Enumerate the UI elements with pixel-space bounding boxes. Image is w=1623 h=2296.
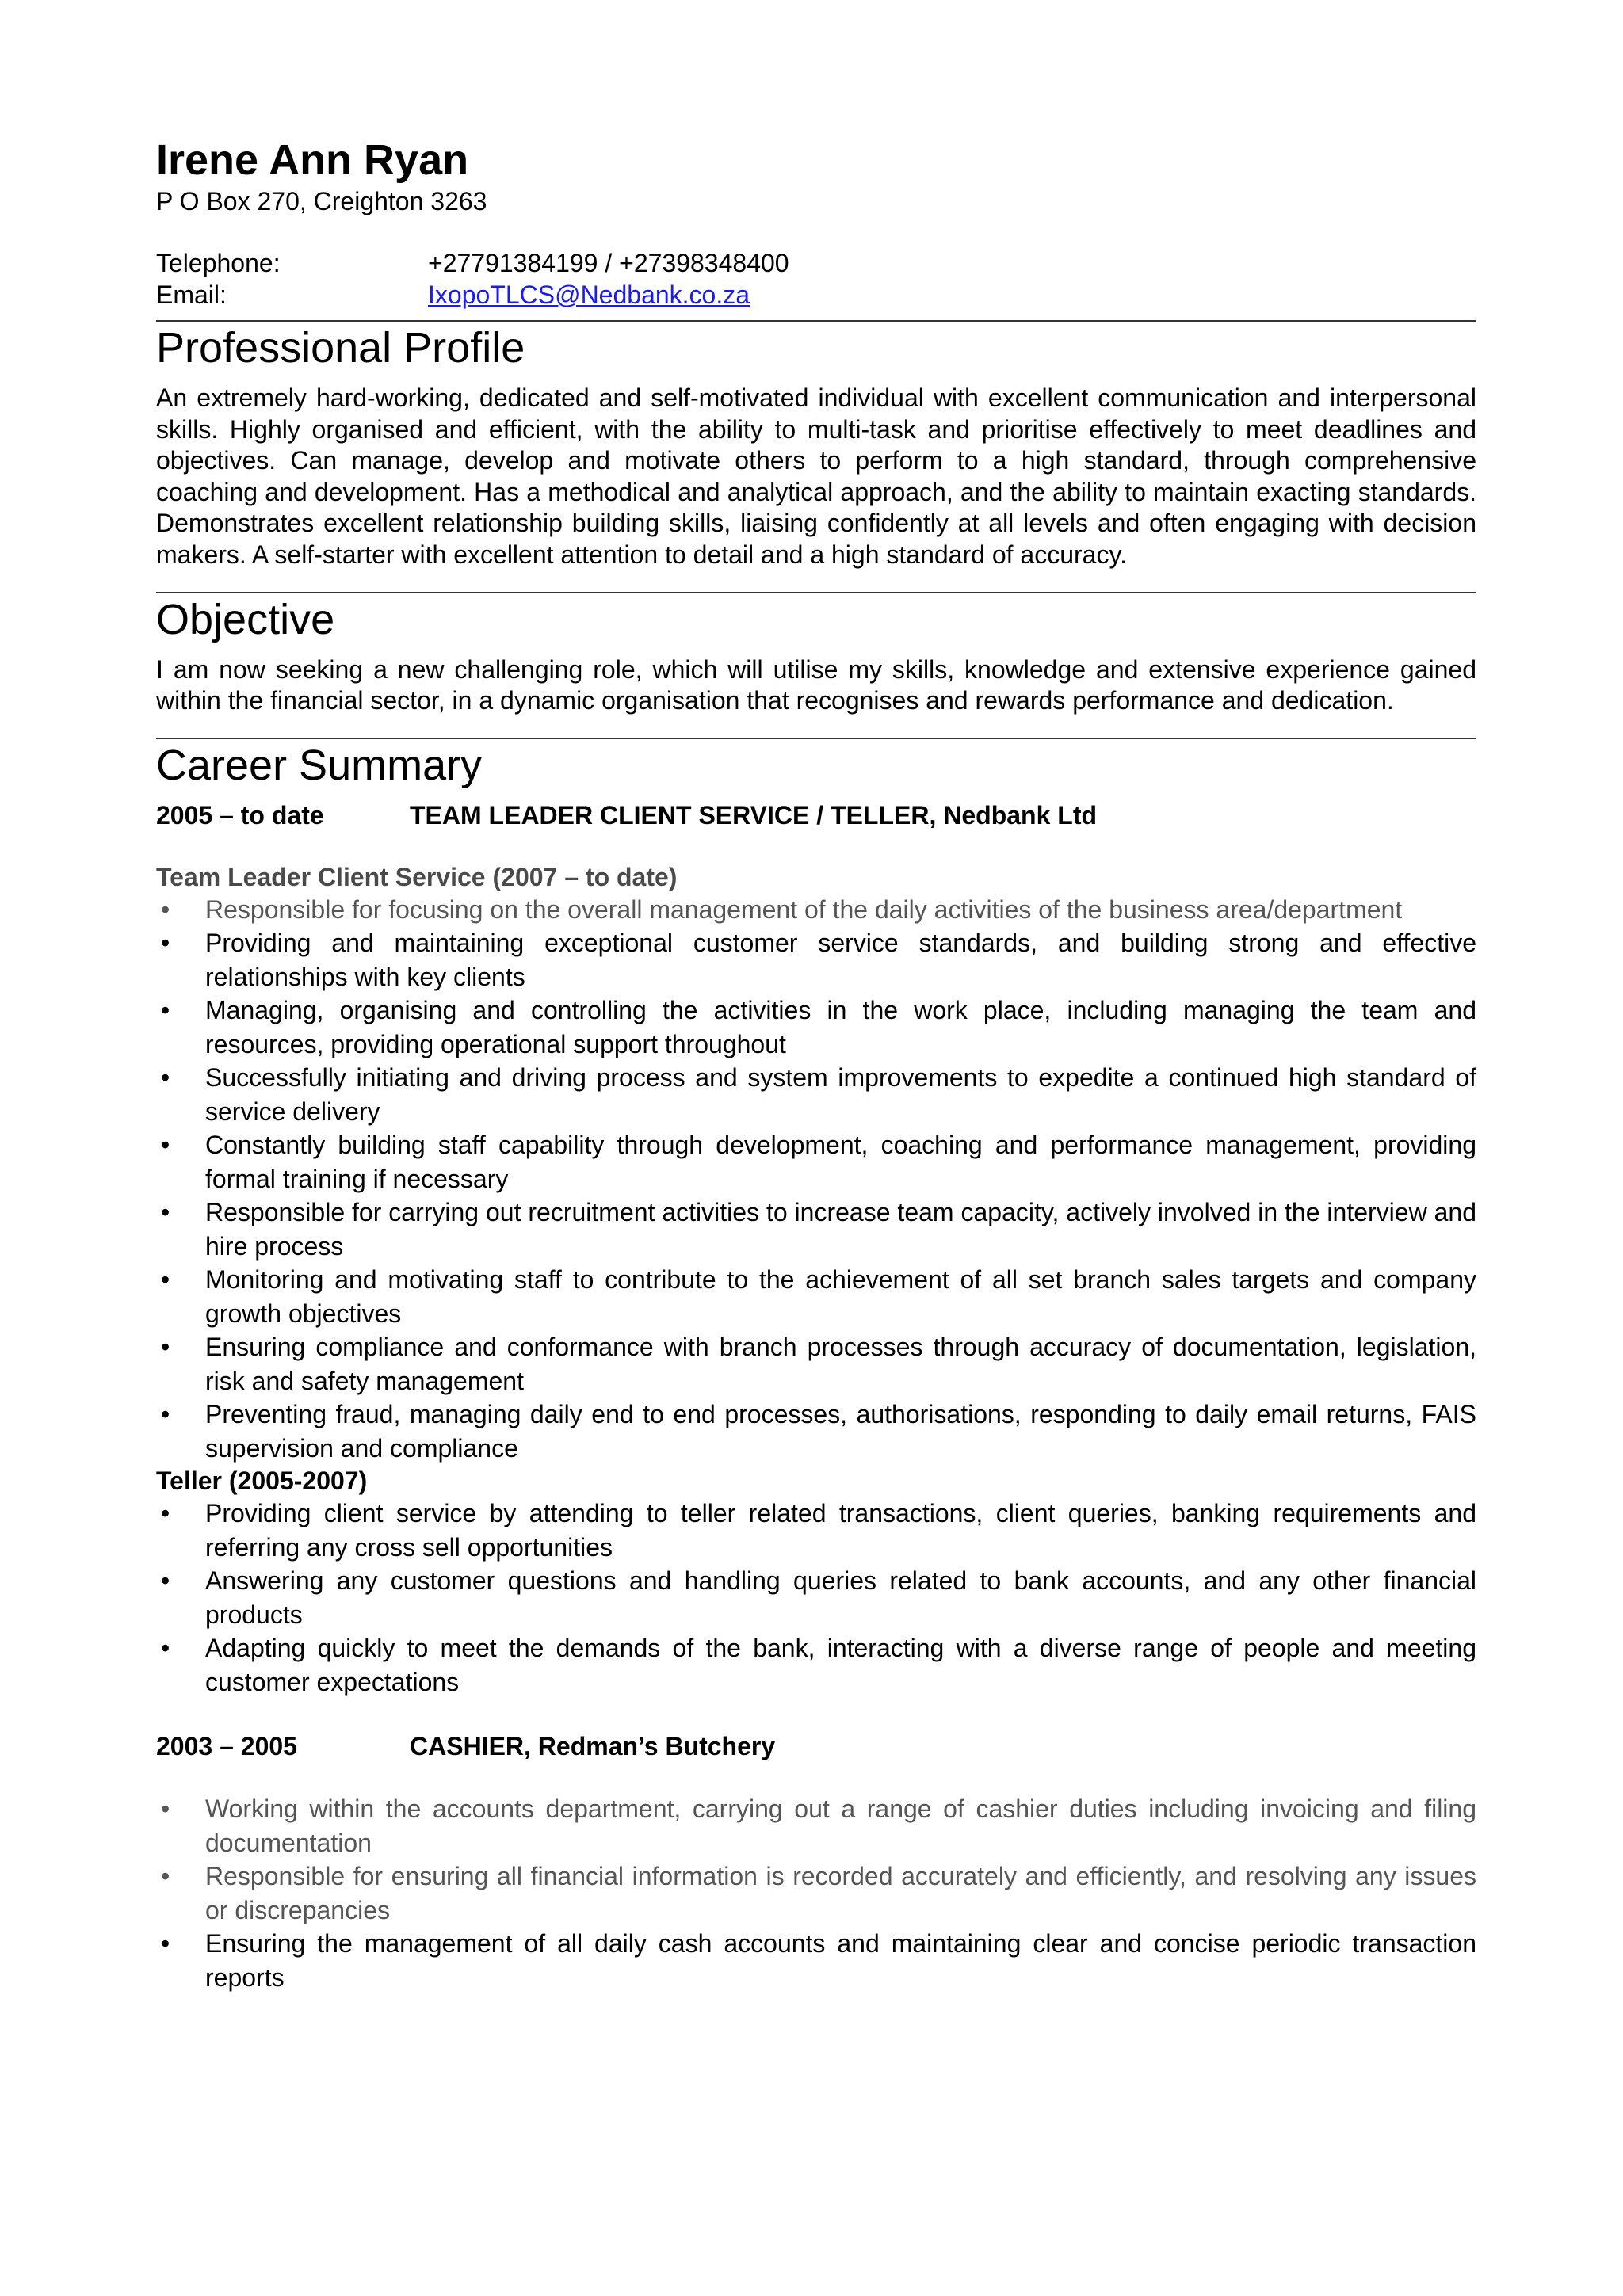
bullet-icon: • xyxy=(161,1499,170,1528)
team-leader-duties xyxy=(156,893,1476,1466)
list-item-text: Monitoring and motivating staff to contribute to the achievement of all set branch sales targets and company growth objectives xyxy=(205,1265,1476,1328)
bullet-icon: • xyxy=(161,929,170,958)
list-item xyxy=(156,1398,1476,1465)
list-item-text: Responsible for carrying out recruitment activities to increase team capacity, actively involved in the interview and hire process xyxy=(205,1198,1476,1261)
bullet-icon: • xyxy=(161,1634,170,1663)
career-heading: Career Summary xyxy=(156,741,483,789)
bullet-icon: • xyxy=(161,1929,170,1958)
list-item-text: Answering any customer questions and handling queries related to bank accounts, and any other financial products xyxy=(205,1566,1476,1629)
telephone-value: +27791384199 / +27398348400 xyxy=(428,249,789,277)
teller-duties xyxy=(156,1497,1476,1699)
objective-heading: Objective xyxy=(156,595,335,643)
list-item-text: Preventing fraud, managing daily end to end processes, authorisations, responding to daily email returns, FAIS supervision and compliance xyxy=(205,1400,1476,1463)
job-title: CASHIER, Redman’s Butchery xyxy=(410,1732,776,1761)
bullet-icon: • xyxy=(161,894,170,924)
bullet-icon: • xyxy=(161,1862,170,1891)
email-row xyxy=(156,279,1476,311)
list-item xyxy=(156,926,1476,994)
list-item xyxy=(156,1497,1476,1564)
job-dates: 2003 – 2005 xyxy=(156,1732,297,1761)
job-heading-redmans xyxy=(156,1730,1476,1762)
list-item-text: Working within the accounts department, carrying out a range of cashier duties including invoicing and filing documentation xyxy=(205,1794,1476,1857)
list-item-text: Successfully initiating and driving process and system improvements to expedite a continued high standard of service delivery xyxy=(205,1063,1476,1126)
email-link[interactable]: IxopoTLCS@Nedbank.co.za xyxy=(428,280,750,309)
list-item xyxy=(156,1128,1476,1196)
list-item xyxy=(156,1196,1476,1263)
cashier-duties xyxy=(156,1792,1476,1994)
list-item xyxy=(156,1859,1476,1927)
list-item-text: Managing, organising and controlling the activities in the work place, including managing the team and resources, providing operational support throughout xyxy=(205,996,1476,1058)
list-item xyxy=(156,1330,1476,1398)
candidate-name: Irene Ann Ryan xyxy=(156,136,469,184)
sub-role-heading: Teller (2005-2007) xyxy=(156,1466,368,1496)
email-label: Email: xyxy=(156,280,227,309)
postal-address: P O Box 270, Creighton 3263 xyxy=(156,187,487,215)
job-heading-nedbank xyxy=(156,799,1476,831)
list-item xyxy=(156,1263,1476,1330)
list-item xyxy=(156,994,1476,1061)
list-item-text: Ensuring the management of all daily cash accounts and maintaining clear and concise periodic transaction reports xyxy=(205,1929,1476,1992)
sub-role-heading: Team Leader Client Service (2007 – to date) xyxy=(156,862,678,891)
contact-details xyxy=(156,247,1476,311)
list-item-text: Ensuring compliance and conformance with branch processes through accuracy of documentation, legislation, risk and safety management xyxy=(205,1333,1476,1395)
list-item xyxy=(156,893,1476,927)
bullet-icon: • xyxy=(161,1131,170,1160)
resume-page xyxy=(156,135,1476,1994)
list-item xyxy=(156,1792,1476,1859)
job-dates: 2005 – to date xyxy=(156,800,324,830)
list-item-text: Providing and maintaining exceptional customer service standards, and building strong and effective relationships with key clients xyxy=(205,929,1476,991)
telephone-row xyxy=(156,247,1476,279)
bullet-icon: • xyxy=(161,1063,170,1093)
bullet-icon: • xyxy=(161,1400,170,1429)
list-item xyxy=(156,1631,1476,1699)
objective-text: I am now seeking a new challenging role, which will utilise my skills, knowledge and extensive experience gained within the financial sector, in a dynamic organisation that recognises and rewards performance and dedication. xyxy=(156,654,1476,715)
list-item-text: Responsible for focusing on the overall management of the daily activities of the business area/department xyxy=(205,894,1403,924)
list-item xyxy=(156,1061,1476,1128)
bullet-icon: • xyxy=(161,1794,170,1824)
bullet-icon: • xyxy=(161,996,170,1025)
profile-text: An extremely hard-working, dedicated and self-motivated individual with excellent communication and interpersonal skills. Highly organised and efficient, with the ability to multi-task and prioritise effectively to meet deadlines and objectives. Can manage, develop and motivate others to perform to a high standard, through comprehensive coaching and development. Has a methodical and analytical approach, and the ability to maintain exacting standards. Demonstrates excellent relationship building skills, liaising confidently at all levels and often engaging with decision makers. A self-starter with excellent attention to detail and a high standard of accuracy. xyxy=(156,383,1476,569)
bullet-icon: • xyxy=(161,1265,170,1295)
list-item-text: Responsible for ensuring all financial information is recorded accurately and efficiently, and resolving any issues or discrepancies xyxy=(205,1862,1476,1924)
list-item-text: Providing client service by attending to teller related transactions, client queries, banking requirements and referring any cross sell opportunities xyxy=(205,1499,1476,1562)
job-title: TEAM LEADER CLIENT SERVICE / TELLER, Nedbank Ltd xyxy=(410,800,1098,830)
list-item-text: Adapting quickly to meet the demands of the bank, interacting with a diverse range of people and meeting customer expectations xyxy=(205,1634,1476,1696)
bullet-icon: • xyxy=(161,1566,170,1596)
list-item xyxy=(156,1564,1476,1631)
list-item-text: Constantly building staff capability through development, coaching and performance management, providing formal training if necessary xyxy=(205,1131,1476,1193)
bullet-icon: • xyxy=(161,1333,170,1362)
telephone-label: Telephone: xyxy=(156,249,281,277)
bullet-icon: • xyxy=(161,1198,170,1227)
profile-heading: Professional Profile xyxy=(156,324,525,372)
list-item xyxy=(156,1927,1476,1994)
